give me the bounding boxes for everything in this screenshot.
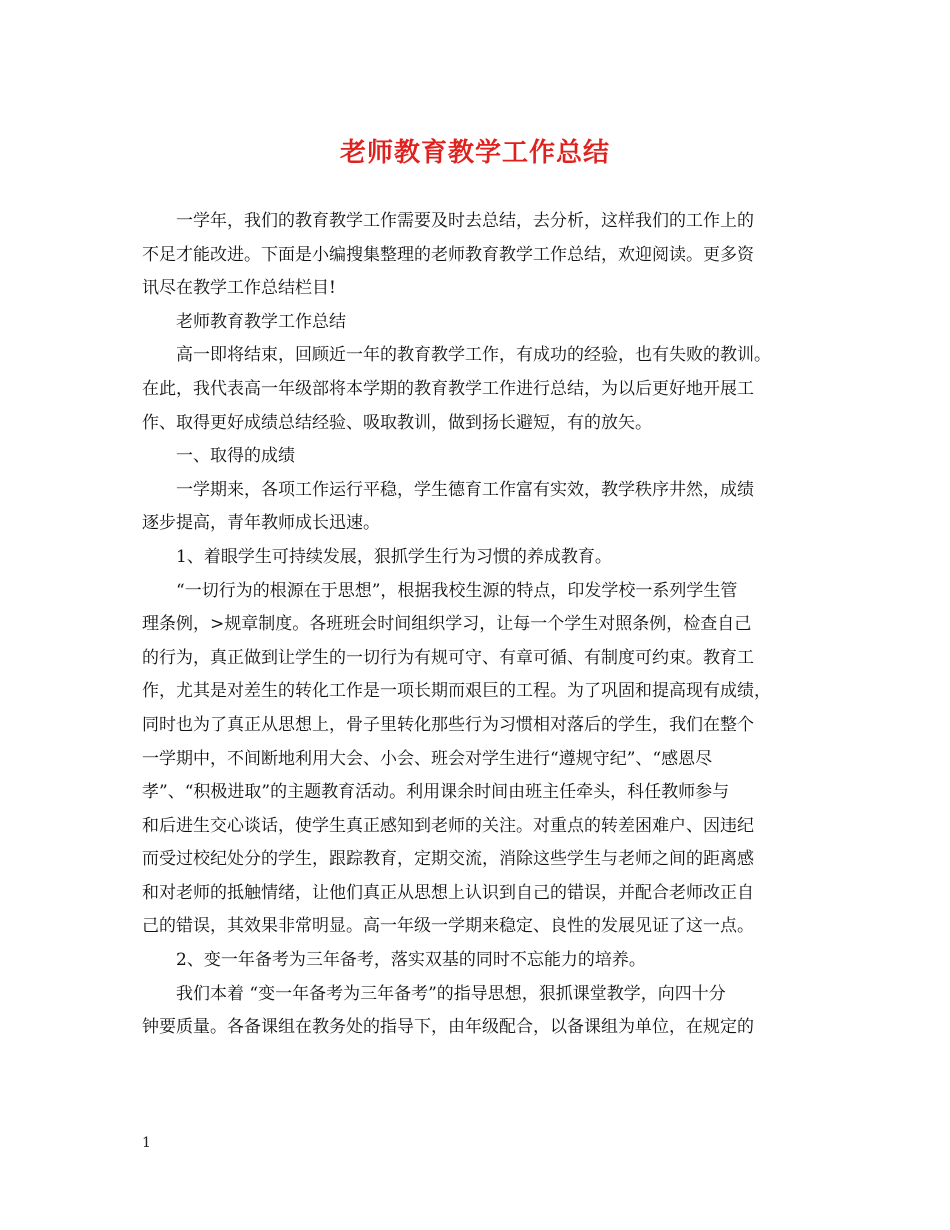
text-line: “一切行为的根源在于思想”，根据我校生源的特点，印发学校一系列学生管: [176, 580, 738, 601]
text-line: 钟要质量。各备课组在教务处的指导下，由年级配合，以备课组为单位，在规定的: [142, 1017, 754, 1038]
text-line: 一学期来，各项工作运行平稳，学生德育工作富有实效，教学秩序井然，成绩: [176, 479, 754, 500]
text-line: 我们本着 “变一年备考为三年备考”的指导思想，狠抓课堂教学，向四十分: [176, 983, 726, 1004]
text-line: 一学期中，不间断地利用大会、小会、班会对学生进行“遵规守纪”、“感恩尽: [142, 748, 713, 769]
text-line: 和对老师的抵触情绪，让他们真正从思想上认识到自己的错误，并配合老师改正自: [142, 882, 754, 903]
text-line: 作、取得更好成绩总结经验、吸取教训，做到扬长避短，有的放矢。: [142, 412, 652, 433]
text-line: 1、着眼学生可持续发展，狠抓学生行为习惯的养成教育。: [176, 546, 612, 567]
text-line: 和后进生交心谈话，使学生真正感知到老师的关注。对重点的转差困难户、因违纪: [142, 815, 754, 836]
text-line: 不足才能改进。下面是小编搜集整理的老师教育教学工作总结，欢迎阅读。更多资: [142, 244, 754, 265]
text-line: 在此，我代表高一年级部将本学期的教育教学工作进行总结，为以后更好地开展工: [142, 378, 754, 399]
document-body: [142, 205, 812, 1045]
text-line: 一学年，我们的教育教学工作需要及时去总结，去分析，这样我们的工作上的: [176, 211, 754, 231]
text-line: 孝”、“积极进取”的主题教育活动。利用课余时间由班主任牵头，科任教师参与: [142, 782, 730, 803]
text-line: 讯尽在教学工作总结栏目!: [142, 278, 336, 299]
page-number: 1: [142, 1135, 151, 1151]
text-line: 而受过校纪处分的学生，跟踪教育，定期交流，消除这些学生与老师之间的距离感: [142, 849, 754, 870]
text-line: 高一即将结束，回顾近一年的教育教学工作，有成功的经验，也有失败的教训。: [176, 345, 771, 366]
text-line: 2、变一年备考为三年备考，落实双基的同时不忘能力的培养。: [176, 950, 646, 971]
text-line: 同时也为了真正从思想上，骨子里转化那些行为习惯相对落后的学生，我们在整个: [142, 714, 754, 735]
text-line: 逐步提高，青年教师成长迅速。: [142, 513, 380, 534]
document-title: 老师教育教学工作总结: [339, 138, 610, 168]
text-line: 老师教育教学工作总结: [176, 311, 346, 332]
text-line: 理条例，>规章制度。各班班会时间组织学习，让每一个学生对照条例，检查自己: [142, 614, 752, 635]
text-line: 的行为，真正做到让学生的一切行为有规可守、有章可循、有制度可约束。教育工: [142, 647, 754, 668]
text-line: 作，尤其是对差生的转化工作是一项长期而艰巨的工程。为了巩固和提高现有成绩，: [142, 681, 771, 702]
text-line: 己的错误，其效果非常明显。高一年级一学期来稳定、良性的发展见证了这一点。: [142, 916, 754, 937]
text-line: 一、取得的成绩: [176, 446, 295, 467]
